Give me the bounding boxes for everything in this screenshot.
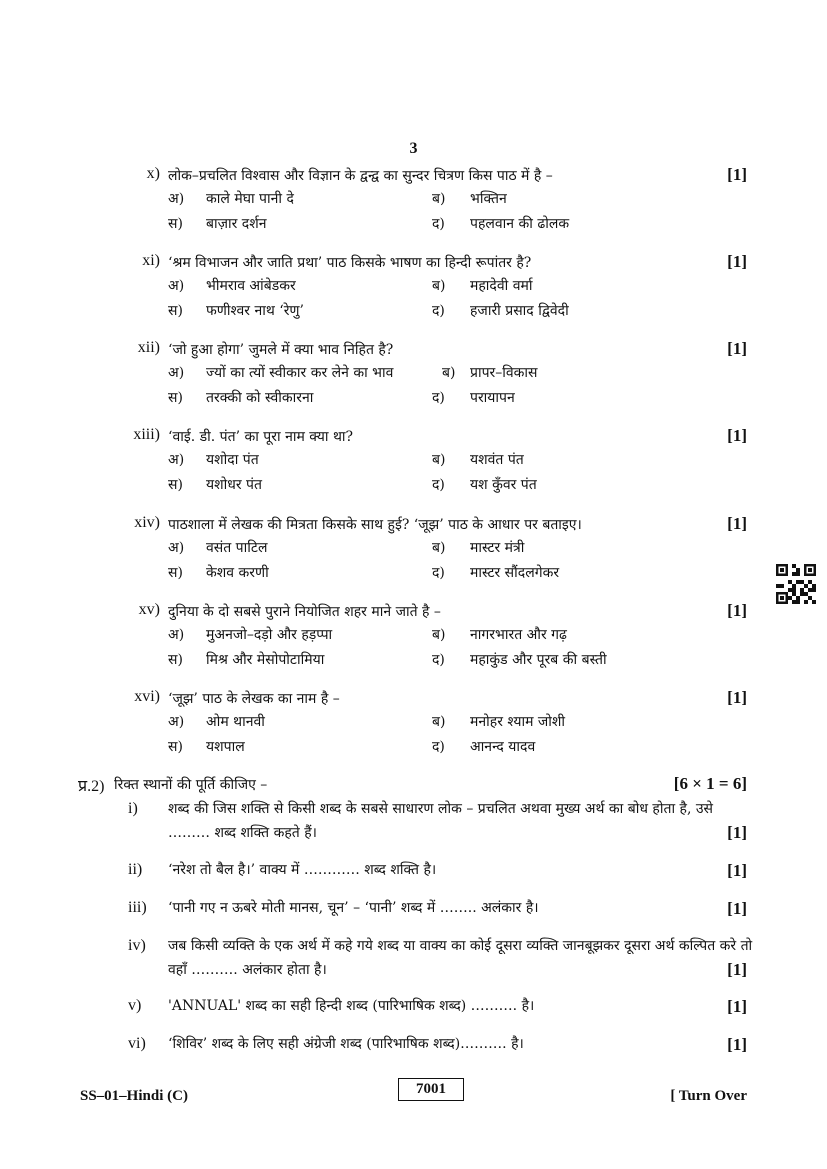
option-label: ब) bbox=[432, 540, 446, 556]
option-d bbox=[432, 214, 569, 233]
option-d bbox=[432, 301, 569, 320]
option-a bbox=[168, 450, 259, 469]
fill-number: iii) bbox=[128, 899, 147, 916]
question-text: पाठशाला में लेखक की मित्रता किसके साथ हुई? ‘जूझ’ पाठ के आधार पर बताइए। bbox=[168, 517, 582, 533]
option-label: द) bbox=[432, 739, 445, 755]
question-text: ‘श्रम विभाजन और जाति प्रथा’ पाठ किसके भाषण का हिन्दी रूपांतर है? bbox=[168, 255, 532, 271]
option-label: ब) bbox=[432, 627, 446, 643]
question-marks: [1] bbox=[727, 601, 747, 620]
question-text: लोक–प्रचलित विश्वास और विज्ञान के द्वन्द्व का सुन्दर चित्रण किस पाठ में है – bbox=[168, 168, 553, 184]
fill-text: जब किसी व्यक्ति के एक अर्थ में कहे गये शब्द या वाक्य का कोई दूसरा व्यक्ति जानबूझकर दूसरा अर्थ कल्पित करे तो वहाँ ………. अलंकार होता है। bbox=[168, 938, 753, 978]
option-text: वसंत पाटिल bbox=[206, 540, 268, 556]
option-b bbox=[442, 363, 538, 382]
option-text: यशवंत पंत bbox=[470, 452, 524, 468]
option-c bbox=[168, 475, 262, 494]
option-text: ओम थानवी bbox=[206, 714, 265, 730]
option-label: अ) bbox=[168, 365, 185, 381]
fill-number: v) bbox=[128, 997, 142, 1014]
option-label: द) bbox=[432, 565, 445, 581]
option-a bbox=[168, 189, 294, 208]
option-label: स) bbox=[168, 565, 183, 581]
question-number: xii) bbox=[137, 339, 160, 356]
question-text: दुनिया के दो सबसे पुराने नियोजित शहर माने जाते है – bbox=[168, 604, 441, 620]
section-marks: [6 × 1 = 6] bbox=[673, 774, 747, 793]
option-b bbox=[432, 189, 507, 208]
option-text: महाकुंड और पूरब की बस्ती bbox=[470, 652, 607, 668]
fill-number: ii) bbox=[128, 861, 143, 878]
option-d bbox=[432, 388, 515, 407]
option-c bbox=[168, 301, 304, 320]
option-text: भक्तिन bbox=[470, 191, 507, 207]
option-d bbox=[432, 563, 559, 582]
option-text: तरक्की को स्वीकारना bbox=[206, 390, 314, 406]
fill-number: i) bbox=[128, 800, 138, 817]
option-text: मिश्र और मेसोपोटामिया bbox=[206, 652, 325, 668]
option-label: अ) bbox=[168, 627, 185, 643]
option-c bbox=[168, 563, 269, 582]
option-a bbox=[168, 276, 296, 295]
option-text: केशव करणी bbox=[206, 565, 269, 581]
question-marks: [1] bbox=[727, 426, 747, 445]
option-label: अ) bbox=[168, 714, 185, 730]
option-text: प्रापर–विकास bbox=[470, 365, 538, 381]
option-text: मुअनजो–दड़ो और हड़प्पा bbox=[206, 627, 333, 643]
option-c bbox=[168, 737, 245, 756]
fill-text: 'ANNUAL' शब्द का सही हिन्दी शब्द (पारिभाषिक शब्द) ………. है। bbox=[168, 998, 535, 1014]
fill-marks: [1] bbox=[727, 997, 747, 1016]
option-label: स) bbox=[168, 303, 183, 319]
option-label: ब) bbox=[432, 714, 446, 730]
option-label: द) bbox=[432, 652, 445, 668]
paper-code: SS–01–Hindi (C) bbox=[80, 1088, 188, 1104]
option-a bbox=[168, 712, 265, 731]
option-text: मास्टर मंत्री bbox=[470, 540, 525, 556]
question-marks: [1] bbox=[727, 688, 747, 707]
option-label: स) bbox=[168, 477, 183, 493]
option-label: अ) bbox=[168, 278, 185, 294]
fill-marks: [1] bbox=[727, 1035, 747, 1054]
question-marks: [1] bbox=[727, 514, 747, 533]
option-b bbox=[432, 538, 524, 557]
option-text: मनोहर श्याम जोशी bbox=[470, 714, 566, 730]
option-text: फणीश्वर नाथ ‘रेणु’ bbox=[206, 303, 304, 319]
option-text: यश कुँवर पंत bbox=[470, 477, 537, 493]
option-label: ब) bbox=[432, 191, 446, 207]
fill-marks: [1] bbox=[727, 861, 747, 880]
option-text: मास्टर सौंदलगेकर bbox=[470, 565, 560, 581]
option-label: स) bbox=[168, 739, 183, 755]
option-text: बाज़ार दर्शन bbox=[206, 216, 267, 232]
fill-text: ‘पानी गए न ऊबरे मोती मानस, चून’ – ‘पानी’ शब्द में …….. अलंकार है। bbox=[168, 900, 539, 916]
fill-marks: [1] bbox=[727, 899, 747, 918]
question-marks: [1] bbox=[727, 165, 747, 184]
option-label: अ) bbox=[168, 191, 185, 207]
option-label: अ) bbox=[168, 540, 185, 556]
question-number: xv) bbox=[138, 601, 160, 618]
option-b bbox=[432, 450, 524, 469]
question-text: ‘वाई. डी. पंत’ का पूरा नाम क्या था? bbox=[168, 429, 354, 445]
option-label: ब) bbox=[432, 278, 446, 294]
option-label: द) bbox=[432, 390, 445, 406]
option-text: नागरभारत और गढ़ bbox=[470, 627, 567, 643]
option-d bbox=[432, 737, 535, 756]
option-text: महादेवी वर्मा bbox=[470, 278, 533, 294]
option-text: काले मेघा पानी दे bbox=[206, 191, 294, 207]
option-label: अ) bbox=[168, 452, 185, 468]
fill-text: शब्द की जिस शक्ति से किसी शब्द के सबसे साधारण लोक – प्रचलित अथवा मुख्य अर्थ का बोध होता है, उसे ……… शब्द शक्ति कहते हैं। bbox=[168, 801, 713, 841]
paper-number-box: 7001 bbox=[398, 1078, 464, 1101]
fill-marks: [1] bbox=[727, 823, 747, 842]
option-text: पहलवान की ढोलक bbox=[470, 216, 570, 232]
option-a bbox=[168, 625, 332, 644]
fill-marks: [1] bbox=[727, 960, 747, 979]
option-label: स) bbox=[168, 390, 183, 406]
option-b bbox=[432, 625, 567, 644]
fill-number: iv) bbox=[128, 937, 146, 954]
page-number: 3 bbox=[409, 140, 418, 157]
option-label: द) bbox=[432, 303, 445, 319]
fill-text: ‘नरेश तो बैल है।’ वाक्य में ………… शब्द शक्ति है। bbox=[168, 862, 437, 878]
option-text: परायापन bbox=[470, 390, 515, 406]
option-label: स) bbox=[168, 652, 183, 668]
question-number: xiv) bbox=[134, 514, 160, 531]
option-text: आनन्द यादव bbox=[470, 739, 536, 755]
option-text: ज्यों का त्यों स्वीकार कर लेने का भाव bbox=[206, 365, 394, 381]
question-text: ‘जूझ’ पाठ के लेखक का नाम है – bbox=[168, 691, 340, 707]
option-a bbox=[168, 538, 267, 557]
fill-text: ‘शिविर’ शब्द के लिए सही अंग्रेजी शब्द (पारिभाषिक शब्द)………. है। bbox=[168, 1036, 524, 1052]
option-c bbox=[168, 388, 313, 407]
option-label: स) bbox=[168, 216, 183, 232]
question-marks: [1] bbox=[727, 339, 747, 358]
option-text: भीमराव आंबेडकर bbox=[206, 278, 296, 294]
section-title: रिक्त स्थानों की पूर्ति कीजिए – bbox=[114, 777, 268, 793]
section-number: प्र.2) bbox=[78, 778, 105, 795]
option-label: ब) bbox=[432, 452, 446, 468]
option-text: यशोधर पंत bbox=[206, 477, 262, 493]
question-marks: [1] bbox=[727, 252, 747, 271]
question-number: xvi) bbox=[134, 688, 160, 705]
option-b bbox=[432, 712, 565, 731]
option-d bbox=[432, 475, 537, 494]
option-a bbox=[168, 363, 393, 382]
option-c bbox=[168, 650, 324, 669]
question-text: ‘जो हुआ होगा’ जुमले में क्या भाव निहित है? bbox=[168, 342, 394, 358]
option-text: हजारी प्रसाद द्विवेदी bbox=[470, 303, 569, 319]
option-text: यशपाल bbox=[206, 739, 245, 755]
option-text: यशोदा पंत bbox=[206, 452, 259, 468]
question-number: xiii) bbox=[133, 426, 160, 443]
option-c bbox=[168, 214, 267, 233]
option-b bbox=[432, 276, 533, 295]
option-label: द) bbox=[432, 216, 445, 232]
question-number: x) bbox=[146, 165, 160, 182]
option-d bbox=[432, 650, 607, 669]
fill-number: vi) bbox=[128, 1035, 146, 1052]
qr-code-icon bbox=[776, 564, 816, 604]
option-label: ब) bbox=[442, 365, 456, 381]
question-number: xi) bbox=[142, 252, 160, 269]
option-label: द) bbox=[432, 477, 445, 493]
turn-over-label: [ Turn Over bbox=[670, 1088, 747, 1104]
